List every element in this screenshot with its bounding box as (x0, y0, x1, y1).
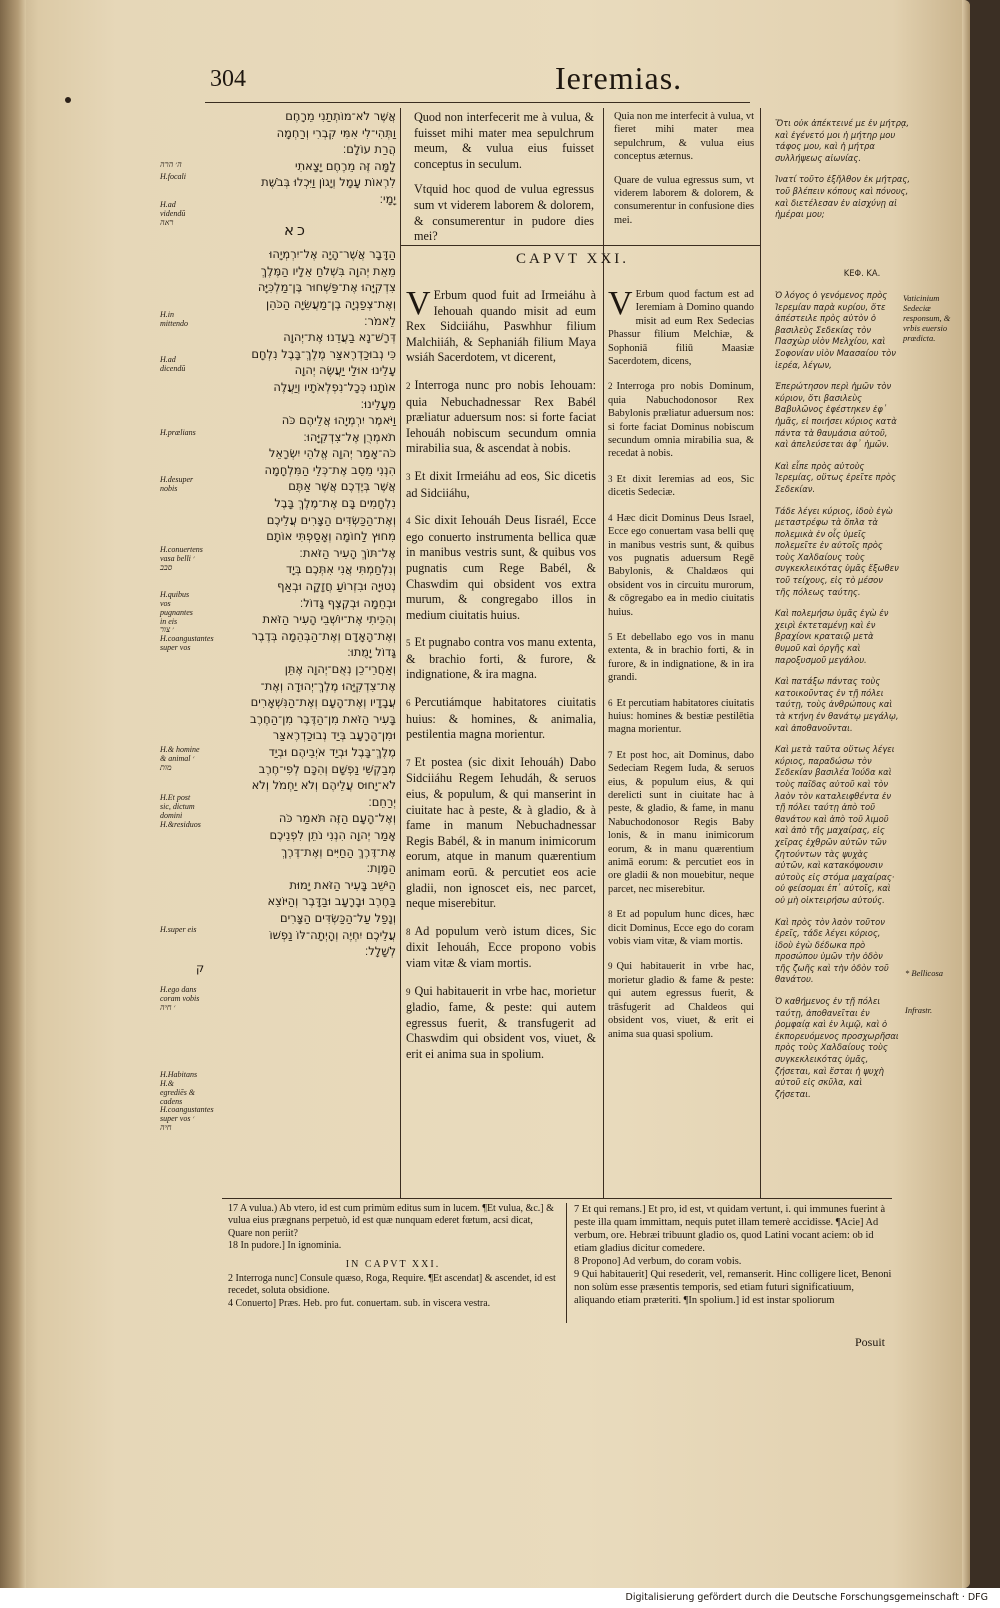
hebrew-line: הִנְנִי מֵסֵב אֶת־כְּלֵי הַמִּלְחָמָה (264, 462, 396, 477)
vulgate-verse (608, 512, 754, 619)
verse-number: 5 (608, 631, 613, 642)
hebrew-gloss: H.& homine & animal ׳ מות (160, 745, 200, 772)
hebrew-line: יָמָי׃ (379, 191, 396, 206)
hebrew-line: אָמַר יְהוָה הִנְנִי נֹתֵן לִפְנֵיכֶם (269, 827, 396, 842)
hebrew-line: מְבַקְשֵׁי נַפְשָׁם וְהִכָּם לְפִי־חֶרֶב (258, 761, 396, 776)
verse-number: 4 (406, 516, 411, 527)
verse-number: 7 (406, 757, 411, 768)
latin-verse: Vtquid hoc quod de vulua egressus sum vt viderem laborem & dolorem, & consumerentur in pudore dies mei? (414, 182, 594, 244)
greek-verse: Καὶ μετὰ ταῦτα οὕτως λέγει κύριος, παραδώσω τὸν Σεδεκίαν βασιλέα Ἰούδα καὶ τοὺς παῖδας αὐτοῦ καὶ τὸν λαὸν τὸν καταλειφθέντα ἐν τῇ πόλει ταύτῃ ἀπὸ τοῦ θανάτου καὶ ἀπὸ τοῦ λιμοῦ καὶ ἀπὸ τῆς μαχαίρας, εἰς χεῖρας ἐχθρῶν αὐτῶν τῶν ζητούντων τὰς ψυχὰς αὐτῶν, καὶ κατακόψουσιν αὐτοὺς εἰς στόμα μαχαίρας· οὐ φείσομαι ἐπ᾽ αὐτοῖς, καὶ οὐ μὴ οἰκτειρήσω αὐτούς. (775, 744, 895, 905)
footnotes-left (228, 1203, 558, 1310)
footnotes-heading: IN CAPVT XXI. (345, 1258, 441, 1270)
greek-verse: Καὶ πρὸς τὸν λαὸν τοῦτον ἐρεῖς, τάδε λέγει κύριος, ἰδοὺ ἐγὼ δέδωκα πρὸ προσώπου ὑμῶν τὴν ὁδὸν τῆς ζωῆς καὶ τὴν ὁδὸν τοῦ θανάτου. (775, 916, 889, 985)
greek-main-verses (775, 290, 900, 1110)
vulgate-verse (608, 631, 754, 685)
hebrew-line: וְאֶת־צְפַנְיָה בֶן־מַעֲשֵׂיָה הַכֹּהֵן (265, 296, 396, 311)
page-number: 304 (210, 66, 246, 92)
latin-verse (406, 755, 596, 912)
greek-top-verses (775, 118, 910, 231)
hebrew-line: מִחוּץ לַחוֹמָה וְאָסַפְתִּי אוֹתָם (266, 529, 396, 544)
verse-text: Sic dixit Iehouáh Deus Iisraél, Ecce ego conuerto instrumenta bellica quæ in manibus vestris sunt, & quibus vos pugnatis cum Rege Babél, & Chaswdim qui obsident vos extra murum, & congregabo illos in medium ciuitatis huius. (406, 513, 596, 622)
hebrew-line: כֹּה־אָמַר יְהוָה אֱלֹהֵי יִשְׂרָאֵל (268, 446, 396, 461)
footnote: 4 Conuerto] Præs. Heb. pro fut. conuertam. sub. in viscera vestra. (228, 1297, 491, 1309)
hebrew-line: וּבְחֵמָה וּבְקֶצֶף גָּדוֹל׃ (299, 595, 396, 610)
hebrew-line: וַיֹּאמֶר יִרְמְיָהוּ אֲלֵיהֶם כֹּה (281, 413, 396, 428)
hebrew-gloss: H.desuper nobis (160, 475, 194, 493)
greek-verse: Ἐπερώτησον περὶ ἡμῶν τὸν κύριον, ὅτι βασιλεὺς Βαβυλῶνος ἐφέστηκεν ἐφ᾽ ἡμᾶς, εἰ ποιήσει κύριος κατὰ πάντα τὰ θαυμάσια αὐτοῦ, καὶ ἀπελεύσεται ἀφ᾽ ἡμῶν. (775, 381, 897, 450)
hebrew-line: עֲלֵיכֶם יִחְיֶה וְהָיְתָה־לּוֹ נַפְשׁוֹ (269, 927, 396, 942)
footnote: 7 Et qui remans.] Et pro, id est, vt quidam vertunt, i. qui immunes fuerint à peste illa quam immittam, nequis putet illam temerè accidisse. ¶Acie] Ad verbum, ore. Hebræi tribuunt gladio os, quod Latini vocant aciem: ob id etiam gladius dicitur comedere. (574, 1204, 886, 1254)
margin-note-bellicosa: * Bellicosa (905, 968, 944, 978)
footnote: 17 A vulua.) Ab vtero, id est cum primùm editus sum in lucem. ¶Et vulua, &c.] & vulua eius prægnans perpetuò, id est quæ nunquam ederet fœtum, acsi dicat, Quare non periit? (228, 1203, 554, 1239)
greek-chapter-heading: ΚΕΦ. ΚΑ. (843, 268, 881, 278)
verse-number: 8 (406, 926, 411, 937)
vulgate-verse (608, 960, 754, 1040)
verse-text: Hæc dicit Dominus Deus Israel, Ecce ego conuertam vasa belli quę in manibus vestris sunt, & quibus vos pugnatis aduersum Regē Babylonis, & Chaldæos qui obsident vos in circuitu murorum, & cōgregabo ea in medio ciuitatis huius. (608, 512, 754, 618)
verse-number: 3 (608, 473, 613, 484)
verse-number: 2 (406, 380, 411, 391)
column-rule-1 (400, 108, 401, 1198)
hebrew-line: יְרַחֵם׃ (368, 794, 396, 809)
hebrew-gloss: ׳ צור H.coangustantes super vos (160, 625, 214, 652)
latin-verse (406, 469, 596, 501)
latin-main-verses (406, 285, 596, 1075)
hebrew-line: וְאַחֲרֵי־כֵן נְאֻם־יְהוָה אֶתֵּן (284, 662, 396, 676)
greek-verse: Καὶ πολεμήσω ὑμᾶς ἐγὼ ἐν χειρὶ ἐκτεταμένῃ καὶ ἐν βραχίονι κραταιῷ μετὰ θυμοῦ καὶ ὀργῆς καὶ παροξυσμοῦ μεγάλου. (775, 608, 889, 665)
verse-number: 7 (608, 749, 613, 760)
vulgate-verse: Quia non me interfecit à vulua, vt fieret mihi mater mea sepulchrum, & vulua eius conceptus æternus. (614, 111, 754, 163)
latin-verse (406, 378, 596, 457)
hebrew-line: נְטוּיָה וּבִזְרוֹעַ חֲזָקָה וּבְאַף (277, 579, 396, 594)
hebrew-line: לֹא־יָחוּס עֲלֵיהֶם וְלֹא יַחְמֹל וְלֹא (251, 778, 396, 793)
footnote: 18 In pudore.] In ignominia. (228, 1240, 342, 1252)
hebrew-gloss: H.prælians (160, 428, 196, 437)
verse-text: Et ad populum hunc dices, hæc dicit Dominus, Ecce ego do coram vobis viam vitæ, & viam mortis. (608, 909, 754, 948)
greek-verse: Ὁ καθήμενος ἐν τῇ πόλει ταύτῃ, ἀποθανεῖται ἐν ῥομφαίᾳ καὶ ἐν λιμῷ, καὶ ὁ ἐκπορευόμενος προσχωρῆσαι πρὸς τοὺς Χαλδαίους τοὺς συγκεκλεικότας ὑμᾶς, ζήσεται, καὶ ἔσται ἡ ψυχὴ αὐτοῦ εἰς σκῦλα, καὶ ζήσεται. (775, 996, 899, 1099)
latin-verse (406, 924, 596, 972)
verse-text: Et pugnabo contra vos manu extenta, & brachio forti, & furore, & indignatione, & ira magna. (406, 635, 596, 682)
hebrew-line: לִרְאוֹת עָמָל וְיָגוֹן וַיִּכְלוּ בְּבֹשֶׁת (261, 175, 396, 190)
hebrew-line: וְאֶת־הַכַּשְׂדִּים הַצָּרִים עֲלֵיכֶם (266, 512, 396, 527)
latin-verse (406, 635, 596, 683)
hebrew-line: אוֹתָנוּ כְּכָל־נִפְלְאֹתָיו וְיַעֲלֶה (273, 379, 396, 394)
hebrew-main-lines (196, 246, 396, 960)
vulgate-verse (608, 380, 754, 460)
hebrew-line: תֹאמְרֻן אֶל־צִדְקִיָּהוּ׃ (303, 429, 396, 444)
vulgate-verse (608, 285, 754, 368)
dfg-credit: Digitalisierung gefördert durch die Deutsche Forschungsgemeinschaft · DFG (625, 1592, 988, 1603)
ink-blot (65, 97, 71, 103)
hebrew-line: וְנָפַל עַל־הַכַּשְׂדִּים הַצָּרִים (279, 910, 396, 925)
hebrew-line: וְאֶל־הָעָם הַזֶּה תֹּאמַר כֹּה (278, 811, 396, 826)
greek-verse: Ὅτι οὐκ ἀπέκτεινέ με ἐν μήτρᾳ, καὶ ἐγένετό μοι ἡ μήτηρ μου τάφος μου, καὶ ἡ μήτρα συλλήψεως αἰωνίας. (775, 118, 910, 163)
footnotes-right (574, 1203, 894, 1307)
verse-text: Et dixit Ieremias ad eos, Sic dicetis Sedeciæ. (608, 473, 754, 499)
verse-number: 9 (406, 986, 411, 997)
latin-verse (406, 695, 596, 743)
hebrew-catchword: ק (196, 960, 205, 975)
footnote: 9 Qui habitauerit] Qui resederit, vel, remanserit. Hinc colligere licet, Benoni non solùm esse præsentis temporis, sed etiam futuri significatiuum, aliquando etiam præteriti. ¶In spolium.] id est instar spoliorum (574, 1269, 892, 1306)
footnote-column-rule (566, 1203, 567, 1323)
hebrew-line: בָּעִיר הַזֹּאת מִן־הַדֶּבֶר מִן־הַחֶרֶב (249, 711, 396, 726)
hebrew-line: דְּרָשׁ־נָא בַעֲדֵנוּ אֶת־יְהוָה (283, 330, 396, 345)
hebrew-line: גָּדוֹל יָמֻתוּ׃ (347, 645, 396, 660)
latin-verse (406, 984, 596, 1063)
hebrew-line: מֵעָלֵינוּ׃ (360, 396, 396, 411)
hebrew-gloss: H.&residuos (160, 820, 201, 829)
greek-verse: Ἱνατί τοῦτο ἐξῆλθον ἐκ μήτρας, τοῦ βλέπειν κόπους καὶ πόνους, καὶ διετέλεσαν ἐν αἰσχύνῃ αἱ ἡμέραι μου; (775, 174, 910, 220)
chapter-heading: CAPVT XXI. (515, 251, 630, 267)
hebrew-line: עָלֵינוּ אוּלַי יַעֲשֶׂה יְהוָה (294, 363, 396, 378)
column-rule-3 (760, 108, 761, 1198)
vulgate-verse (608, 749, 754, 896)
digitization-footer (0, 1588, 1000, 1608)
hebrew-gloss: H.Habitans H.& egrediēs & cadens (160, 1070, 198, 1106)
hebrew-gloss: H.in mittendo (160, 310, 188, 328)
column-rule-2 (603, 108, 604, 1198)
hebrew-line: צִדְקִיָּהוּ אֶת־פַּשְׁחוּר בֶּן־מַלְכִּיָּה (257, 280, 396, 295)
verse-text: Et percutiam habitatores ciuitatis huius: homines & bestiæ pestilētia magna morientur. (608, 697, 754, 736)
hebrew-line: אֶת־דֶּרֶךְ הַחַיִּים וְאֶת־דֶּרֶךְ (281, 844, 396, 859)
hebrew-line: אֶל־תּוֹךְ הָעִיר הַזֹּאת׃ (299, 545, 396, 560)
hebrew-line: אֲשֶׁר בְּיֶדְכֶם אֲשֶׁר אַתֶּם (288, 479, 396, 494)
verse-number: 3 (406, 471, 411, 482)
hebrew-gloss: H.quibus vos pugnantes in eis (160, 590, 193, 626)
verse-text: Ad populum verò istum dices, Sic dixit Iehouáh, Ecce propono vobis viam vitæ & viam mortis. (406, 923, 596, 970)
hebrew-gloss: H.coangustantes super vos ׳ חיה (160, 1105, 214, 1132)
hebrew-line: מֵאֵת יְהוָה בִּשְׁלֹחַ אֵלָיו הַמֶּלֶךְ (260, 263, 396, 278)
hebrew-line: עֲבָדָיו וְאֶת־הָעָם וְאֶת־הַנִּשְׁאָרִים (250, 695, 396, 710)
verse-number: 9 (608, 961, 613, 972)
greek-verse: Ὁ λόγος ὁ γενόμενος πρὸς Ἱερεμίαν παρὰ κυρίου, ὅτε ἀπέστειλε πρὸς αὐτὸν ὁ βασιλεὺς Σεδεκίας τὸν Πασχὼρ υἱὸν Μελχίου, καὶ Σοφονίαν υἱὸν Μαασαίου τὸν ἱερέα, λέγων, (775, 290, 896, 370)
hebrew-line: וַתְּהִי־לִי אִמִּי קִבְרִי וְרַחְמָה (276, 125, 396, 140)
verse-text: Et debellabo ego vos in manu extenta, & in brachio forti, & in furore, & in indignatione, & in ira grandi. (608, 631, 754, 684)
hebrew-top-lines (196, 108, 396, 208)
hebrew-gloss: H.ad dicendū (160, 355, 186, 373)
greek-verse: Καὶ εἶπε πρὸς αὐτοὺς Ἱερεμίας, οὕτως ἐρεῖτε πρὸς Σεδεκίαν. (775, 460, 896, 494)
verse-text: Qui habitauerit in vrbe hac, morietur gladio & fame & peste: qui autem egressus fuerit, & trāsfugerit ad Chaldeos qui obsident vos, viuet, & erit ei anima sua quasi spolium. (608, 961, 754, 1040)
hebrew-gloss: H.ad videndū ראה (160, 200, 186, 227)
margin-note-infrastr: Infrastr. (905, 1005, 933, 1015)
book-spine (0, 0, 26, 1588)
margin-note-vaticinium: Vaticinium Sedeciæ responsum, & vrbis euersio prædicta. (903, 293, 951, 343)
hebrew-line: הַמָּוֶת׃ (366, 861, 396, 876)
drop-cap: V (406, 285, 431, 322)
verse-number: 6 (608, 697, 613, 708)
hebrew-line: וְאֶת־הָאָדָם וְאֶת־הַבְּהֵמָה בְּדֶבֶר (251, 628, 396, 643)
latin-verse: Quod non interfecerit me à vulua, & fuisset mihi mater mea sepulchrum meum, & vulua eius fuisset conceptus in seculum. (414, 110, 594, 171)
hebrew-line: לְשָׁלָל׃ (364, 944, 396, 959)
verse-text: Et dixit Irmeiáhu ad eos, Sic dicetis ad Sidciiáhu, (406, 468, 596, 500)
verse-text: Erbum quod fuit ad Irmeiáhu à Iehouah quando misit ad eum Rex Sidciiáhu, Paswhhur filium Malchiiáh, & Sephaniáh filium Maya wsiáh Sacerdotem, vt dicerent, (406, 288, 596, 365)
hebrew-gloss: H.focali (160, 172, 186, 181)
header-rule (205, 102, 750, 103)
drop-cap: V (608, 285, 633, 322)
verse-text: Qui habitauerit in vrbe hac, morietur gladio, fame, & peste: qui autem egressus fuerit, & transfugerit ad Chaswdim qui obsident vos, viuet, & erit ei anima sua in spolium. (406, 983, 596, 1061)
hebrew-line: לֵאמֹר׃ (364, 313, 396, 328)
hebrew-line: אֶת־צִדְקִיָּהוּ מֶלֶךְ־יְהוּדָה וְאֶת־ (260, 678, 396, 693)
vulgate-verse (608, 697, 754, 737)
vulgate-verse (608, 908, 754, 948)
hebrew-line: וְנִלְחַמְתִּי אֲנִי אִתְּכֶם בְּיָד (285, 562, 396, 577)
hebrew-line: הֲרַת עוֹלָם׃ (342, 142, 396, 157)
latin-verse (406, 285, 596, 366)
catchword: Posuit (855, 1335, 886, 1349)
hebrew-gloss: H.conuertens vasa belli ׳ סבב (160, 545, 203, 572)
hebrew-line: בַּחֶרֶב וּבָרָעָב וּבַדָּבֶר וְהַיּוֹצֵא (267, 894, 396, 909)
hebrew-line: הַדָּבָר אֲשֶׁר־הָיָה אֶל־יִרְמְיָהוּ (269, 247, 396, 262)
verse-text: Erbum quod factum est ad Ieremiam à Domino quando misit ad eum Rex Sedecias Phassur filium Melchiæ, & Sophoniā filiū Maasiæ Sacerdotem, dicens, (608, 289, 754, 368)
hebrew-line: הַיֹּשֵׁב בָּעִיר הַזֹּאת יָמוּת (289, 877, 396, 892)
hebrew-line: וְהִכֵּיתִי אֶת־יוֹשְׁבֵי הָעִיר הַזֹּאת (262, 612, 396, 627)
verse-text: Et post hoc, ait Dominus, dabo Sedeciam Regem Iuda, & seruos eius, & populum eius, & qui derelicti sunt in ciuitate hac à peste, & gladio, & fame, in manu Nabuchodonosor Regis Baby lonis, & in manu inimicorum eorum, & in manu quærentium animā eorum: & percutiet eos in ore gladii & non mouebitur, neque parcet, nec miserebitur. (608, 749, 754, 895)
hebrew-gloss: H.super eis (160, 925, 197, 934)
vulgate-verse: Quare de vulua egressus sum, vt viderem laborem & dolorem, & consumerentur in confusione dies mei. (614, 174, 754, 226)
verse-number: 6 (406, 698, 411, 709)
verse-text: Interroga pro nobis Dominum, quia Nabuchodonosor Rex Babylonis præliatur aduersum nos: si forte faciat Dominus nobiscum secundum omnia mirabilia sua, & recedat à nobis. (608, 381, 754, 460)
verse-text: Percutiámque habitatores ciuitatis huius: & homines, & animalia, pestilentia magna morientur. (406, 695, 596, 742)
footnote: 8 Propono] Ad verbum, do coram vobis. (574, 1256, 742, 1267)
hebrew-line: אֲשֶׁר לֹא־מוֹתְתַנִי מֵרָחֶם (285, 109, 396, 123)
latin-top-verses (414, 110, 594, 255)
hebrew-line: לָמָּה זֶּה מֵרֶחֶם יָצָאתִי (295, 158, 396, 173)
vulgate-verse (608, 473, 754, 500)
vulgate-top-verses (614, 110, 754, 237)
running-title: Ieremias. (555, 60, 683, 96)
hebrew-line: וּמִן־הָרָעָב בְּיַד נְבוּכַדְרֶאצַּר (272, 728, 396, 743)
footnote: 2 Interroga nunc] Consule quæso, Roga, Require. ¶Et ascendat] & ascendet, id est recedet, soluta obsidione. (228, 1273, 556, 1297)
verse-text: Interroga nunc pro nobis Iehouam: quia Nebuchadnessar Rex Babél præliatur aduersum nos: si forte faciat Iehouáh nobiscum secundum omnia mirabilia sua, & ascendat à nobis. (406, 377, 596, 456)
hebrew-line: מֶלֶךְ־בָּבֶל וּבְיַד אֹיְבֵיהֶם וּבְיַד (268, 744, 396, 759)
footnote-rule (222, 1198, 892, 1199)
hebrew-gloss: H.ego dans coram vobis ׳ חיה (160, 985, 200, 1012)
verse-text: Et postea (sic dixit Iehouáh) Dabo Sidciiáhu Regem Iehudáh, & seruos eius, & populum, & qui manserint in ciuitate hac à peste, & à gladio, & à fame in manum Nebuchadnessar Regis Babél, & in manum inimicorum eorum, atque in manum quærentium animam eorū. & percutiet eos acie gladii, non ignoscet eis, nec parcet, neque miserebitur. (406, 754, 596, 911)
hebrew-gloss: H.Et post sic, dictum domini (160, 793, 195, 820)
verse-number: 2 (608, 381, 613, 392)
vulgate-main-verses (608, 285, 754, 1053)
verse-number: 5 (406, 638, 411, 649)
latin-verse (406, 513, 596, 623)
hebrew-line: כִּי נְבוּכַדְרֶאצַּר מֶלֶךְ־בָּבֶל נִלְחָם (251, 346, 396, 361)
hebrew-gloss: ה׳ הרה (160, 160, 182, 169)
greek-verse: Τάδε λέγει κύριος, ἰδοὺ ἐγὼ μεταστρέφω τὰ ὅπλα τὰ πολεμικὰ ἐν οἷς ὑμεῖς πολεμεῖτε ἐν αὐτοῖς πρὸς τοὺς Χαλδαίους τοὺς συγκεκλεικότας ὑμᾶς ἔξωθεν τοῦ τείχους, εἰς τὸ μέσον τῆς πόλεως ταύτης. (775, 505, 899, 597)
verse-number: 4 (608, 512, 613, 523)
hebrew-column (196, 108, 396, 976)
verse-number: 8 (608, 909, 613, 920)
hebrew-line: נִלְחָמִים בָּם אֶת־מֶלֶךְ בָּבֶל (274, 496, 396, 511)
greek-verse: Καὶ πατάξω πάντας τοὺς κατοικοῦντας ἐν τῇ πόλει ταύτῃ, τοὺς ἀνθρώπους καὶ τὰ κτήνη ἐν θανάτῳ μεγάλῳ, καὶ ἀποθανοῦνται. (775, 676, 899, 733)
hebrew-chapter-number: כא (284, 220, 308, 239)
page-edge (962, 0, 970, 1588)
